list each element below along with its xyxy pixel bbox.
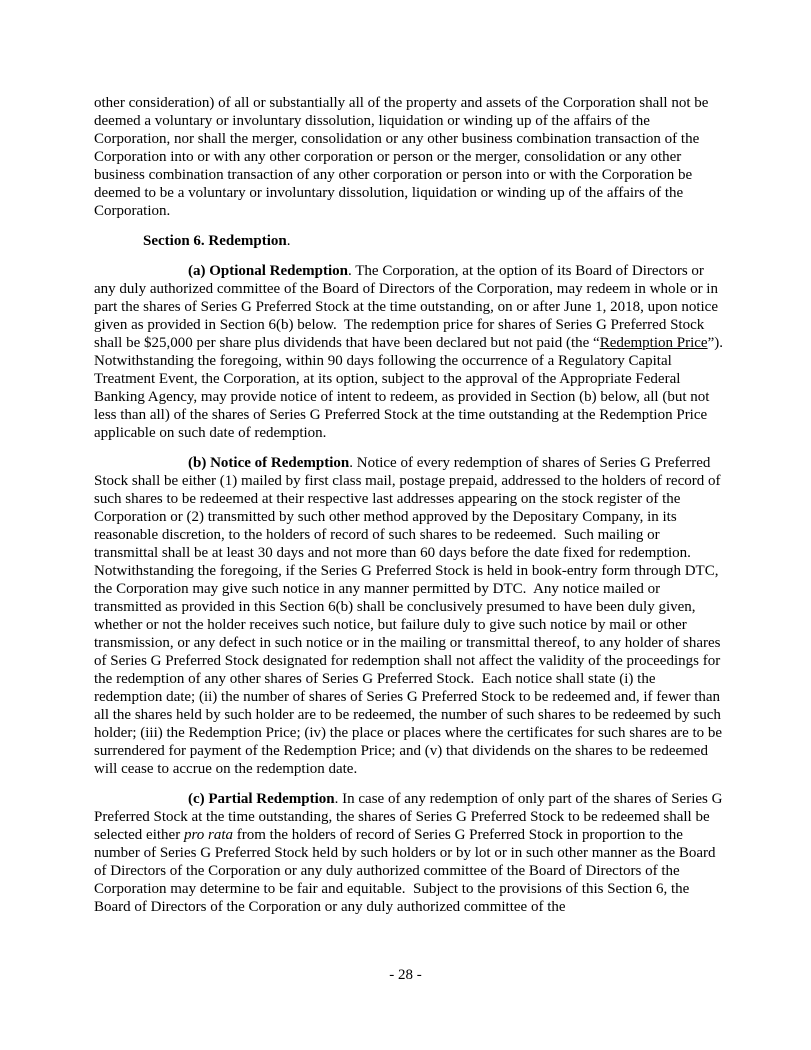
partial-redemption-paragraph [94, 790, 727, 916]
text-run: (a) Optional Redemption [188, 263, 349, 279]
text-run: . Notice of every redemption of shares of Series G Preferred Stock shall be either (1) mailed by first class mail, postage prepaid, addressed to the holders of record of such shares to be redeemed at their respective last addresses appearing on the stock register of the Corporation or (2) transmitted by such other method approved by the Depositary Company, in its reasonable discretion, to the holders of record of such shares to be redeemed. Such mailing or transmittal shall be at least 30 days and not more than 60 days before the date fixed for redemption. Notwithstanding the foregoing, if the Series G Preferred Stock is held in book-entry form through DTC, the Corporation may give such notice in any manner permitted by DTC. Any notice mailed or transmitted as provided in this Section 6(b) shall be conclusively presumed to have been duly given, whether or not the holder receives such notice, but failure duly to give such notice by mail or other transmission, or any defect in such notice or in the mailing or transmittal thereof, to any holder of shares of Series G Preferred Stock designated for redemption shall not affect the validity of the proceedings for the redemption of any other shares of Series G Preferred Stock. Each notice shall state (i) the redemption date; (ii) the number of shares of Series G Preferred Stock to be redeemed and, if fewer than all the shares held by such holder are to be redeemed, the number of such shares to be redeemed by such holder; (iii) the Redemption Price; (iv) the place or places where the certificates for such shares are to be surrendered for payment of the Redemption Price; and (v) that dividends on the shares to be redeemed will cease to accrue on the redemption date. [94, 455, 726, 777]
text-run: ”). Notwithstanding the foregoing, within 90 days following the occurrence of a Regulatory Capital Treatment Event, the Corporation, at its option, subject to the approval of the Appropriate Federal Banking Agency, may provide notice of intent to redeem, as provided in Section (b) below, all (but not less than all) of the shares of Series G Preferred Stock at the time outstanding at the Redemption Price applicable on such date of redemption. [94, 335, 731, 441]
text-run: (b) Notice of Redemption [188, 455, 350, 471]
text-run: . The Corporation, at the option of its Board of Directors or any duly authorized committee of the Board of Directors of the Corporation, may redeem in whole or in part the shares of Series G Preferred Stock at the time outstanding, on or after June 1, 2018, upon notice given as provided in Section 6(b) below. The redemption price for shares of Series G Preferred Stock shall be $25,000 per share plus dividends that have been declared but not paid (the “ [94, 263, 722, 351]
section-6-heading [94, 232, 724, 250]
notice-of-redemption-paragraph [94, 454, 724, 778]
text-run: . In case of any redemption of only part of the shares of Series G Preferred Stock at the time outstanding, the shares of Series G Preferred Stock to be redeemed shall be selected either [94, 791, 727, 843]
optional-redemption-paragraph [94, 262, 731, 442]
text-run: pro rata [183, 827, 233, 843]
text-run: Redemption Price [599, 335, 708, 351]
continuation-paragraph [94, 94, 724, 220]
text-run: (c) Partial Redemption [188, 791, 335, 807]
page-number: - 28 - [389, 967, 422, 983]
text-run: other consideration) of all or substantially all of the property and assets of the Corporation shall not be deemed a voluntary or involuntary dissolution, liquidation or winding up of the affairs of the Corporation, nor shall the merger, consolidation or any other business combination transaction of the Corporation into or with any other corporation or person or the merger, consolidation or any other business combination transaction of any other corporation or person into or with the Corporation be deemed to be a voluntary or involuntary dissolution, liquidation or winding up of the affairs of the Corporation. [94, 95, 713, 219]
text-run: from the holders of record of Series G Preferred Stock in proportion to the number of Series G Preferred Stock held by such holders or by lot or in such other manner as the Board of Directors of the Corporation or any duly authorized committee of the Board of Directors of the Corporation may determine to be fair and equitable. Subject to the provisions of this Section 6, the Board of Directors of the Corporation or any duly authorized committee of the [94, 827, 720, 915]
document-body [94, 94, 731, 928]
text-run: Section 6. Redemption [143, 233, 287, 249]
text-run: . [286, 233, 291, 249]
